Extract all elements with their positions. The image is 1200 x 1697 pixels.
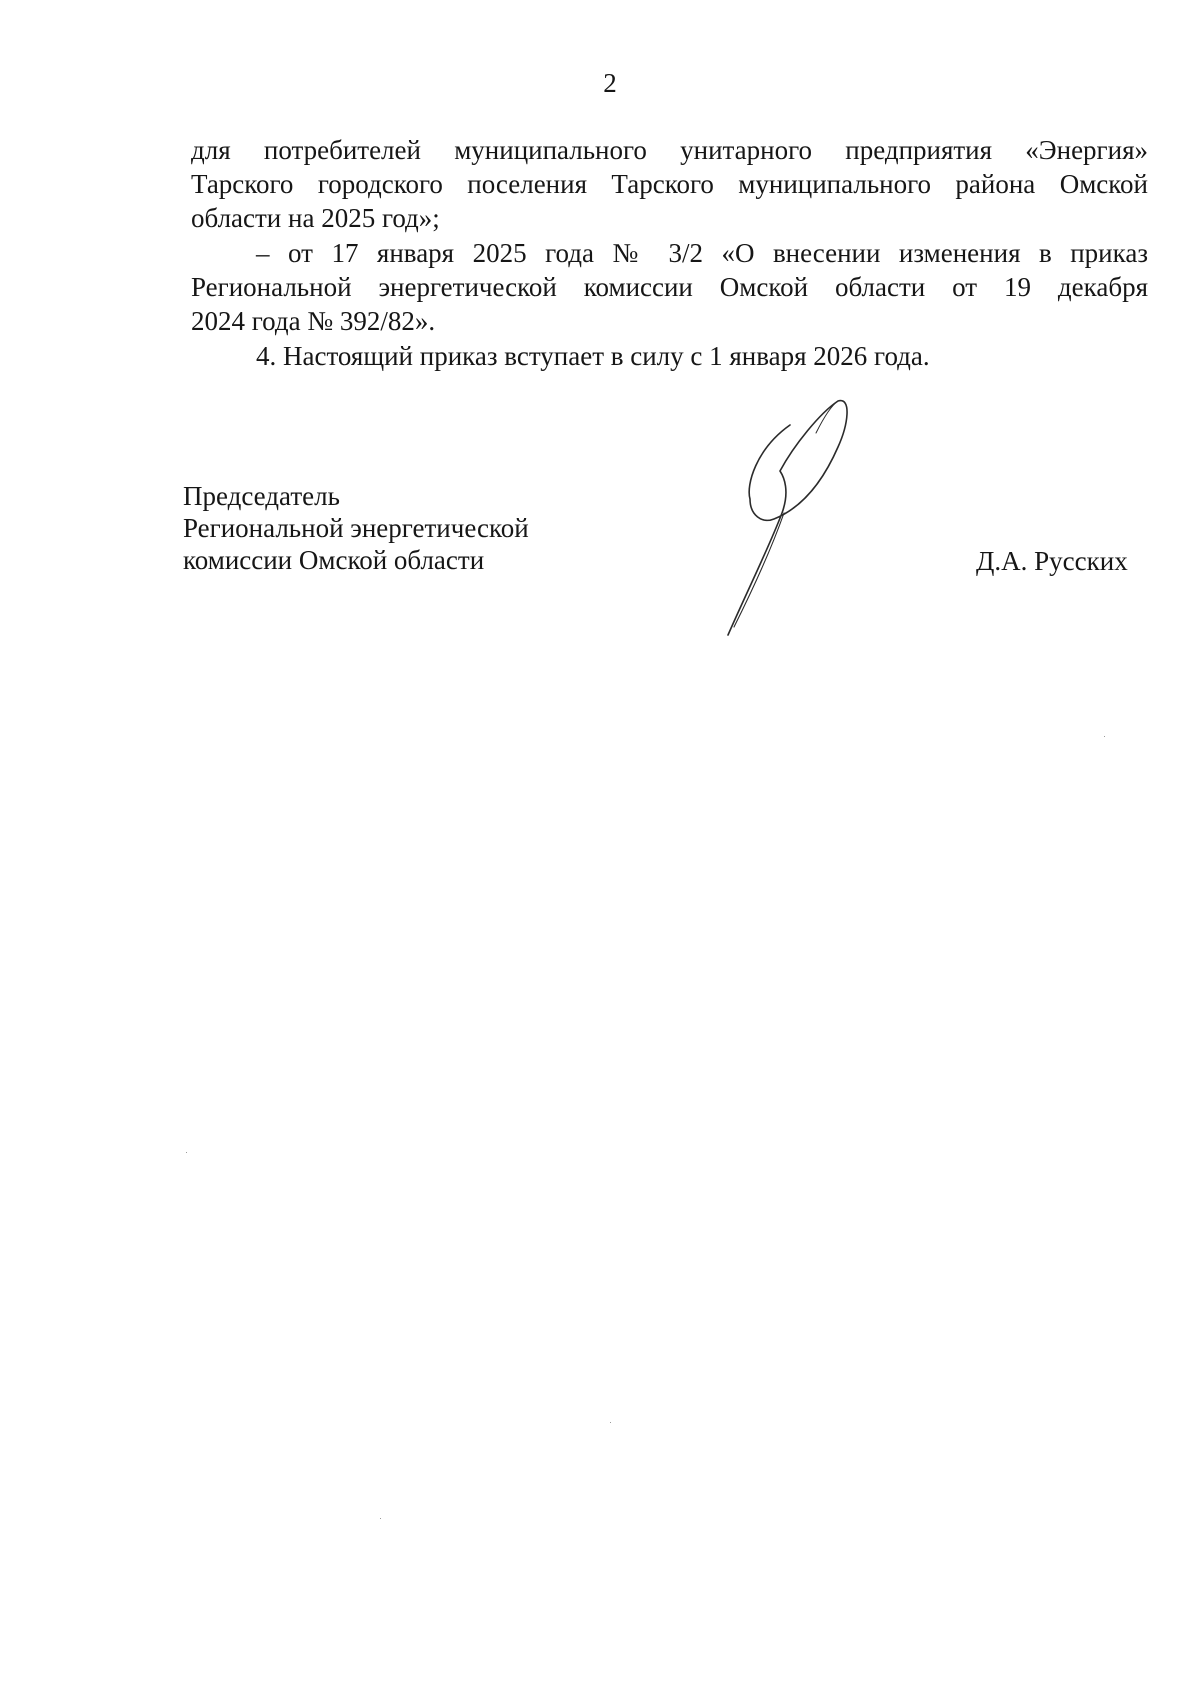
text-line: 4. Настоящий приказ вступает в силу с 1 января 2026 года. xyxy=(256,341,930,371)
text-line: – от 17 января 2025 года № 3/2 «О внесении изменения в приказ xyxy=(256,238,1148,268)
paragraph-item-4 xyxy=(191,339,1148,373)
text-line: Тарского городского поселения Тарского муниципального района Омской xyxy=(191,169,1148,199)
signatory-title-line: Региональной энергетической xyxy=(183,513,529,543)
scan-speck xyxy=(610,1422,611,1423)
handwritten-signature xyxy=(720,395,860,645)
signatory-title xyxy=(183,480,529,576)
scan-speck xyxy=(186,1152,187,1153)
text-line: 2024 года № 392/82». xyxy=(191,306,436,336)
signatory-title-line: Председатель xyxy=(183,481,340,511)
scan-speck xyxy=(1104,736,1105,737)
signatory-name: Д.А. Русских xyxy=(976,546,1128,576)
paragraph-list-item xyxy=(191,236,1148,338)
paragraph-continuation xyxy=(191,133,1148,235)
page-number: 2 xyxy=(603,68,617,98)
scan-speck xyxy=(380,1518,381,1519)
text-line: для потребителей муниципального унитарного предприятия «Энергия» xyxy=(191,135,1148,165)
text-line: Региональной энергетической комиссии Омской области от 19 декабря xyxy=(191,272,1148,302)
text-line: области на 2025 год»; xyxy=(191,203,440,233)
signatory-title-line: комиссии Омской области xyxy=(183,545,485,575)
